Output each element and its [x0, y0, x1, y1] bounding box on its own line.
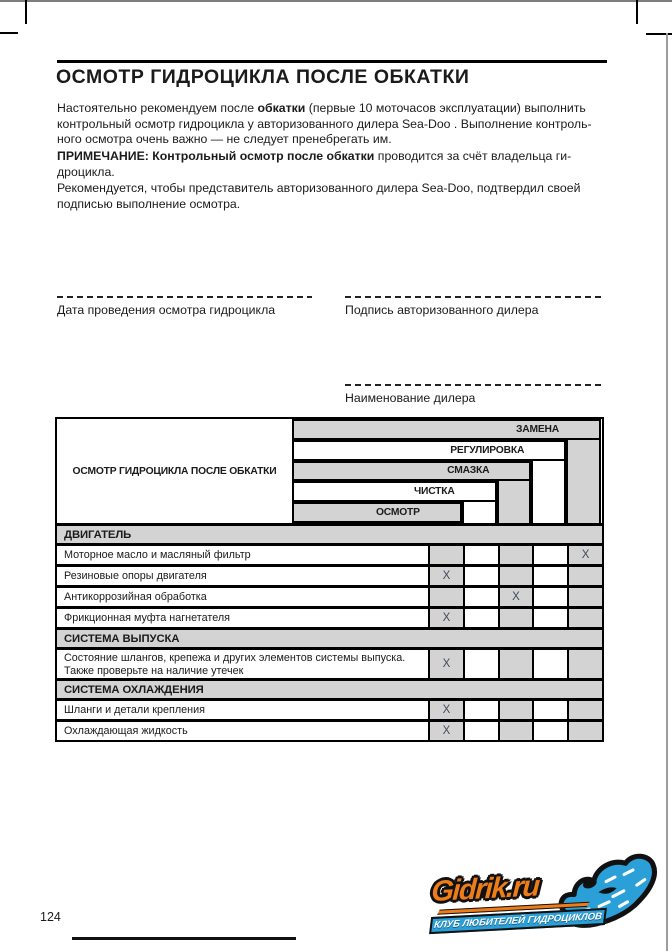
check-cell — [463, 722, 498, 740]
check-cell — [567, 722, 602, 740]
crop-mark-top-right — [636, 0, 638, 24]
intro-paragraph — [57, 101, 609, 148]
check-cell — [532, 650, 567, 678]
page-number: 124 — [40, 910, 61, 924]
table-row — [57, 719, 602, 740]
table-row — [57, 564, 602, 585]
row-label: Резиновые опоры двигателя — [57, 567, 428, 585]
check-cell — [567, 609, 602, 627]
crop-mark-right — [646, 33, 672, 35]
check-mark-cell: X — [567, 546, 602, 564]
row-label: Состояние шлангов, крепежа и других элементов системы выпуска. Также проверьте на наличие утечек — [57, 650, 428, 678]
club-logo — [428, 858, 664, 944]
recommendation-paragraph: Рекомендуется, чтобы представитель авторизованного дилера Sea-Doo, подтвердил своей подписью выполнение осмотра. — [57, 181, 581, 211]
check-cell — [532, 588, 567, 606]
date-signature-line — [57, 296, 312, 298]
logo-tagline: КЛУБ ЛЮБИТЕЛЕЙ ГИДРОЦИКЛОВ — [433, 911, 603, 931]
check-cell — [532, 701, 567, 719]
check-cell — [463, 588, 498, 606]
club-logo-group — [426, 852, 666, 950]
check-mark-cell: X — [428, 650, 463, 678]
check-cell — [567, 701, 602, 719]
dealer-signature-line — [345, 296, 601, 298]
jetski-icon — [550, 848, 666, 942]
column-strip — [531, 461, 566, 523]
date-signature-label: Дата проведения осмотра гидроцикла — [57, 303, 276, 317]
check-cell — [463, 546, 498, 564]
check-cell — [463, 650, 498, 678]
check-cell — [498, 701, 533, 719]
check-cell — [567, 567, 602, 585]
check-cell — [463, 609, 498, 627]
check-cell — [567, 650, 602, 678]
table-row — [57, 585, 602, 606]
footer-rule — [72, 937, 296, 940]
table-row — [57, 647, 602, 678]
check-cell — [428, 546, 463, 564]
check-cell — [463, 701, 498, 719]
check-mark-cell: X — [428, 567, 463, 585]
table-header — [57, 419, 602, 523]
column-header-bar: ЧИСТКА — [292, 481, 497, 502]
table-section-header: ДВИГАТЕЛЬ — [57, 523, 602, 543]
check-cell — [532, 546, 567, 564]
check-cell — [532, 722, 567, 740]
column-strip — [462, 502, 497, 523]
column-strip — [566, 440, 601, 523]
row-label: Моторное масло и масляный фильтр — [57, 546, 428, 564]
column-header-bar: СМАЗКА — [292, 461, 531, 482]
row-label: Фрикционная муфта нагнетателя — [57, 609, 428, 627]
intro-text-post: (первые 10 моточасов эксплуатации) выполнить контрольный осмотр гидроцикла у авторизованного дилера Sea-Doo . Выполнение контрольного осмотра очень важно — не следует пренебрегать им. — [57, 101, 592, 147]
check-cell — [498, 609, 533, 627]
table-row — [57, 606, 602, 627]
note-text-bold: ПРИМЕЧАНИЕ: Контрольный осмотр после обкатки — [57, 149, 375, 163]
check-cell — [428, 588, 463, 606]
crop-mark-top-left — [25, 0, 27, 24]
page-title: ОСМОТР ГИДРОЦИКЛА ПОСЛЕ ОБКАТКИ — [56, 66, 470, 88]
check-cell — [498, 650, 533, 678]
crop-mark-left — [0, 32, 18, 34]
table-row — [57, 698, 602, 719]
column-header-bar: РЕГУЛИРОВКА — [292, 440, 566, 461]
row-label: Антикоррозийная обработка — [57, 588, 428, 606]
check-mark-cell: X — [428, 722, 463, 740]
check-cell — [498, 567, 533, 585]
check-cell — [498, 546, 533, 564]
row-label: Охлаждающая жидкость — [57, 722, 428, 740]
title-rule — [57, 60, 607, 63]
note-text-post: проводится за счёт владельца гидроцикла. — [57, 149, 572, 179]
table-corner-label: ОСМОТР ГИДРОЦИКЛА ПОСЛЕ ОБКАТКИ — [72, 465, 277, 477]
check-cell — [532, 567, 567, 585]
column-strip — [497, 481, 532, 523]
dealer-name-label: Наименование дилера — [345, 391, 476, 405]
page-right-edge — [666, 33, 668, 951]
table-row — [57, 543, 602, 564]
check-cell — [567, 588, 602, 606]
row-label: Шланги и детали крепления — [57, 701, 428, 719]
table-section-header: СИСТЕМА ОХЛАЖДЕНИЯ — [57, 678, 602, 698]
column-header-bar: ЗАМЕНА — [292, 419, 601, 440]
check-mark-cell: X — [428, 701, 463, 719]
intro-text-pre: Настоятельно рекомендуем после — [57, 101, 258, 115]
note-paragraph — [57, 149, 609, 180]
dealer-signature-label: Подпись авторизованного дилера — [345, 303, 539, 317]
check-mark-cell: X — [498, 588, 533, 606]
page-top-edge — [0, 0, 672, 2]
check-cell — [532, 609, 567, 627]
checklist-table — [55, 417, 604, 742]
intro-text-bold: обкатки — [257, 101, 306, 115]
dealer-name-line — [345, 384, 601, 386]
column-header-bar: ОСМОТР — [292, 502, 462, 523]
logo-brand-text: Gidrik.ru — [430, 870, 540, 909]
check-mark-cell: X — [428, 609, 463, 627]
table-section-header: СИСТЕМА ВЫПУСКА — [57, 627, 602, 647]
check-cell — [463, 567, 498, 585]
check-cell — [498, 722, 533, 740]
